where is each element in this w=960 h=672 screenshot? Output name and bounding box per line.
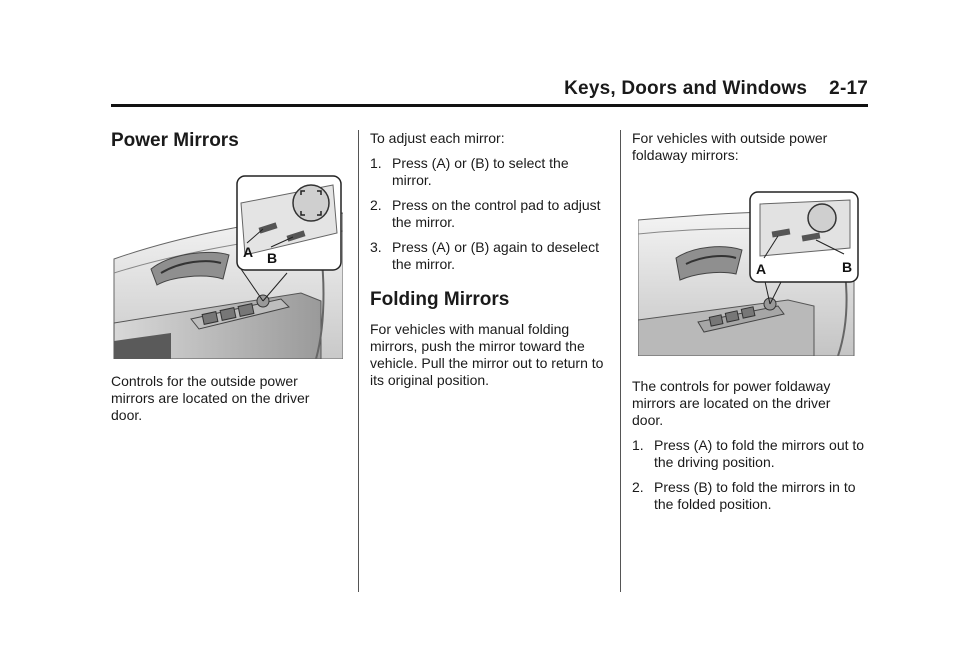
label-b: B: [842, 259, 853, 275]
door-mirror-controls-illustration: [111, 173, 343, 359]
column-divider-right: [620, 130, 621, 592]
header-rule: [111, 104, 868, 107]
foldaway-steps: [632, 437, 872, 513]
folding-mirrors-text: For vehicles with manual folding mirrors, push the mirror toward the vehicle. Pull the mirror out to return to its original position.: [370, 321, 604, 388]
adjust-steps: [370, 155, 610, 273]
adjust-step-2: 2. Press on the control pad to adjust the mirror.: [370, 197, 601, 230]
page-number: 2-17: [829, 78, 868, 99]
middle-column: [370, 130, 610, 389]
right-column: [632, 130, 872, 513]
label-a: A: [243, 244, 254, 260]
foldaway-step-1: 1. Press (A) to fold the mirrors out to the driving position.: [632, 437, 865, 470]
left-column: [111, 130, 346, 424]
foldaway-intro: For vehicles with outside power foldaway mirrors:: [632, 130, 828, 163]
running-header: [111, 78, 868, 104]
foldaway-step-2: 2. Press (B) to fold the mirrors in to the folded position.: [632, 479, 856, 512]
power-mirrors-caption: Controls for the outside power mirrors are located on the driver door.: [111, 373, 310, 423]
section-title: Keys, Doors and Windows: [564, 78, 808, 99]
adjust-step-3: 3. Press (A) or (B) again to deselect the mirror.: [370, 239, 599, 272]
adjust-intro: To adjust each mirror:: [370, 130, 505, 146]
folding-mirrors-heading: Folding Mirrors: [370, 289, 510, 310]
label-b: B: [267, 250, 278, 266]
foldaway-mirror-controls-illustration: [638, 190, 862, 356]
adjust-step-1: 1. Press (A) or (B) to select the mirror.: [370, 155, 569, 188]
column-divider-left: [358, 130, 359, 592]
power-mirrors-heading: Power Mirrors: [111, 130, 239, 151]
label-a: A: [756, 261, 767, 277]
foldaway-caption: The controls for power foldaway mirrors are located on the driver door.: [632, 378, 831, 428]
